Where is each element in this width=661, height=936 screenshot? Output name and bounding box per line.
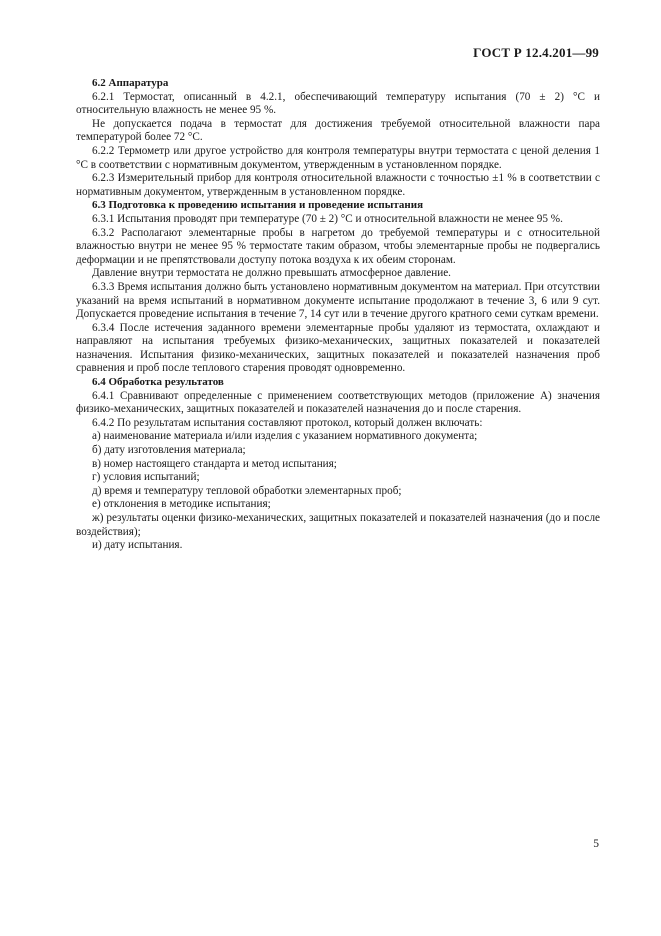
paragraph-6-4-1: 6.4.1 Сравнивают определенные с применением соответствующих методов (приложение А) значения физико-механических, защитных показателей и показателей назначения до и после старения. bbox=[76, 389, 600, 416]
list-item: б) дату изготовления материала; bbox=[92, 444, 246, 457]
list-item: в) номер настоящего стандарта и метод испытания; bbox=[92, 457, 337, 470]
paragraph-6-2-1: 6.2.1 Термостат, описанный в 4.2.1, обеспечивающий температуру испытания (70 ± 2) °С и относительную влажность не менее 95 %. bbox=[76, 90, 600, 117]
paragraph-6-2-3: 6.2.3 Измерительный прибор для контроля относительной влажности с точностью ±1 % в соответствии с нормативным документом, утвержденным в установленном порядке. bbox=[76, 172, 600, 198]
section-title-6-4: 6.4 Обработка результатов bbox=[92, 376, 224, 389]
list-item: а) наименование материала и/или изделия с указанием нормативного документа; bbox=[92, 430, 478, 443]
list-item: д) время и температуру тепловой обработки элементарных проб; bbox=[92, 484, 402, 497]
paragraph-6-4-2: 6.4.2 По результатам испытания составляют протокол, который должен включать: bbox=[92, 416, 483, 429]
paragraph-6-2-1-note: Не допускается подача в термостат для достижения требуемой относительной влажности пара температурой более 72 °С. bbox=[76, 117, 600, 144]
list-item: е) отклонения в методике испытания; bbox=[92, 498, 271, 511]
document-header: ГОСТ Р 12.4.201—99 bbox=[473, 45, 599, 60]
paragraph-6-3-4: 6.3.4 После истечения заданного времени элементарные пробы удаляют из термостата, охлаждают и направляют на испытания требуемых физико-механических, защитных показателей и показателей назначения. Испытания физико-механических, защитных показателей и показателей назначения проб сравнения и проб после теплового старения проводят одновременно. bbox=[76, 321, 600, 375]
section-title-6-3: 6.3 Подготовка к проведению испытания и проведение испытания bbox=[92, 199, 424, 212]
section-title-6-2: 6.2 Аппаратура bbox=[92, 77, 169, 89]
list-item: ж) результаты оценки физико-механических, защитных показателей и показателей назначения (до и после воздействия); bbox=[76, 512, 600, 538]
list-item: и) дату испытания. bbox=[92, 539, 183, 552]
document-body bbox=[76, 77, 600, 553]
list-item: г) условия испытаний; bbox=[92, 471, 200, 484]
paragraph-6-3-2: 6.3.2 Располагают элементарные пробы в нагретом до требуемой температуры и с относительной влажностью внутри не менее 95 % термостате таким образом, чтобы элементарные пробы не подвергались деформации и не препятствовали доступу потока воздуха к их обеим сторонам. bbox=[76, 226, 600, 266]
page-number: 5 bbox=[593, 838, 599, 850]
paragraph-6-2-2: 6.2.2 Термометр или другое устройство для контроля температуры внутри термостата с ценой деления 1 °С в соответствии с нормативным документом, утвержденным в установленном порядке. bbox=[76, 144, 600, 171]
paragraph-6-3-3: 6.3.3 Время испытания должно быть установлено нормативным документом на материал. При отсутствии указаний на время испытаний в нормативном документе испытание продолжают в течение 3, 6 или 9 сут. Допускается проведение испытания в течение 7, 14 сут или в течение другого кратного семи суткам времени. bbox=[76, 280, 600, 321]
paragraph-6-3-1: 6.3.1 Испытания проводят при температуре (70 ± 2) °С и относительной влажности не менее 95 %. bbox=[92, 212, 563, 225]
paragraph-6-3-2-note: Давление внутри термостата не должно превышать атмосферное давление. bbox=[92, 267, 451, 280]
